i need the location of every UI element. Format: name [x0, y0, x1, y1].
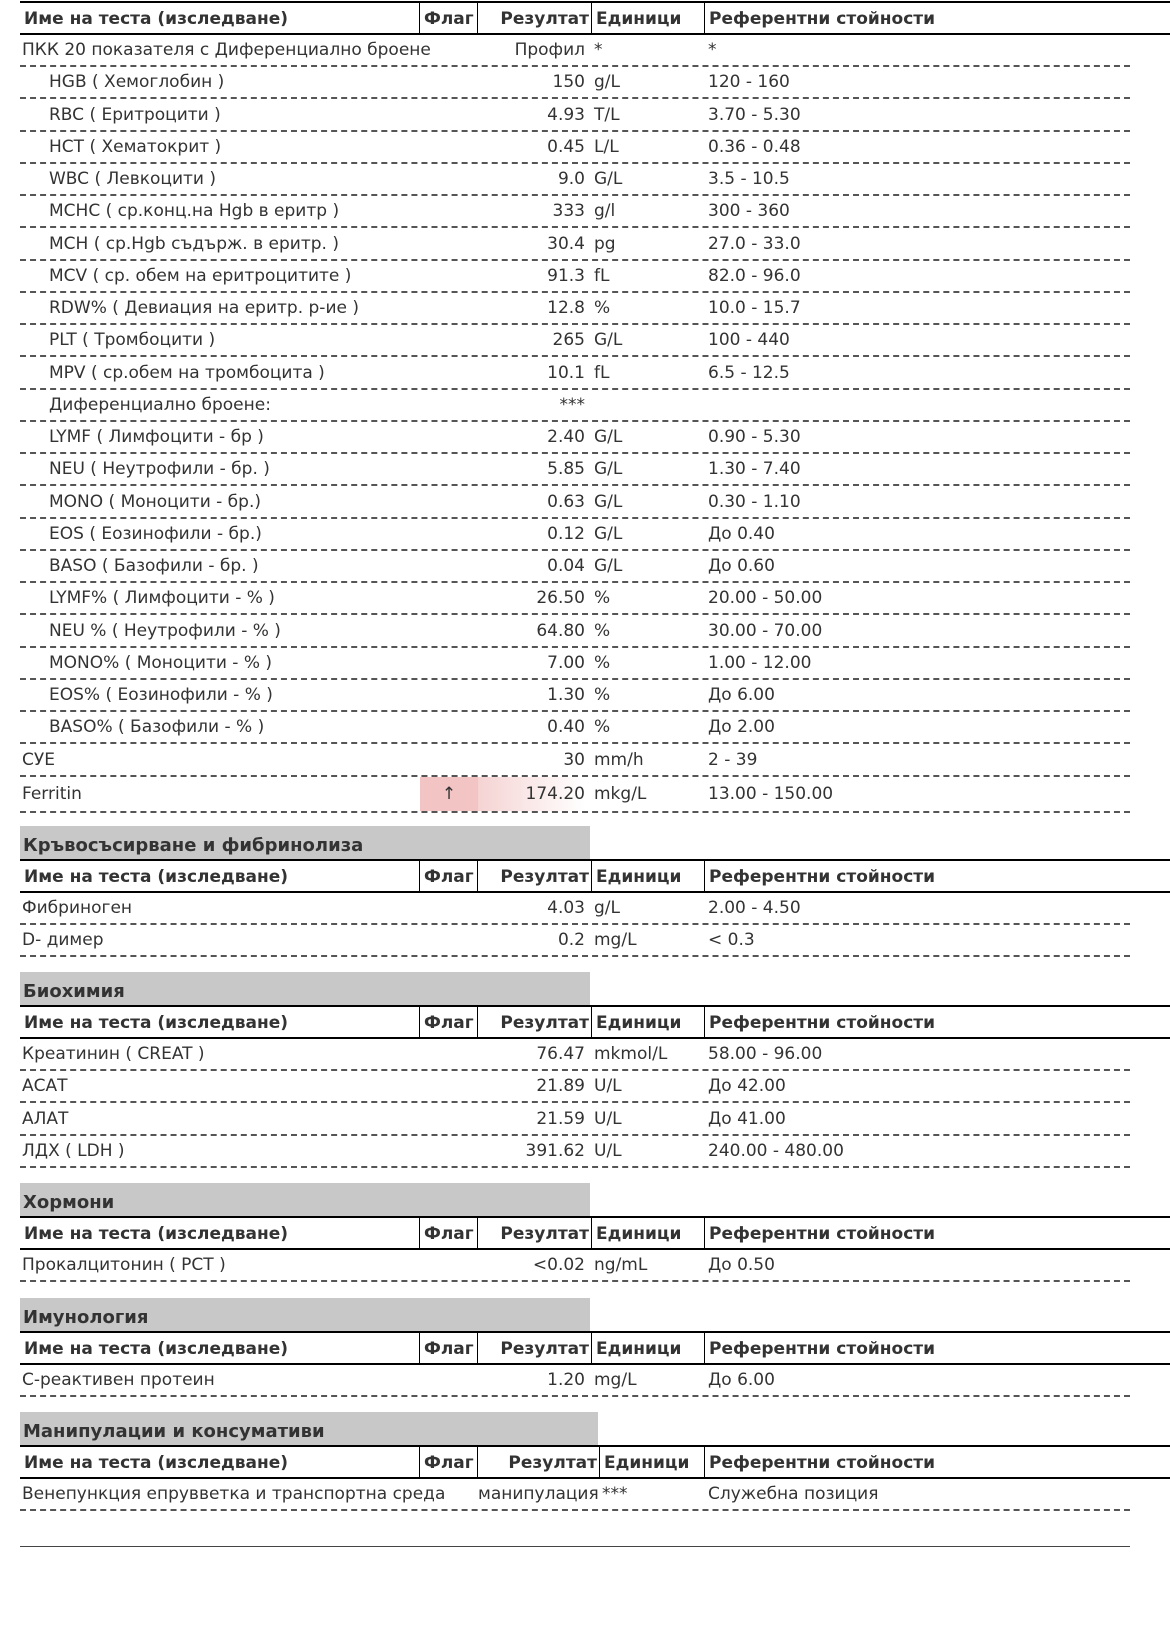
result-value: 0.04 [547, 556, 585, 576]
section-title: Манипулации и консумативи [20, 1412, 598, 1446]
unit-value: G/L [594, 491, 623, 512]
reference-range: До 6.00 [708, 685, 775, 705]
test-name: MCHC ( ср.конц.на Hgb в еритр ) [49, 201, 340, 222]
table-row [20, 519, 1130, 551]
result-value: 10.1 [547, 362, 585, 383]
flag-cell [420, 325, 478, 355]
table-row [20, 745, 1130, 777]
reference-range: * [708, 40, 717, 60]
test-name: С-реактивен протеин [22, 1370, 215, 1390]
unit-value: fL [594, 265, 610, 286]
unit-value: U/L [594, 1140, 622, 1161]
header-test-name: Име на теста (изследване) [20, 1447, 420, 1477]
section-title: Кръвосъсирване и фибринолиза [20, 826, 590, 860]
unit-value: G/L [594, 169, 623, 189]
header-test-name: Име на теста (изследване) [20, 1218, 420, 1248]
table-row [20, 164, 1130, 196]
flag-cell [420, 35, 478, 65]
table-row [20, 1250, 1130, 1282]
reference-range: < 0.3 [708, 930, 755, 951]
unit-value: mg/L [594, 1370, 637, 1390]
unit-value: % [594, 652, 611, 673]
result-value: 5.85 [547, 459, 585, 480]
table-row [20, 229, 1130, 261]
reference-range: 300 - 360 [708, 201, 790, 222]
table-header [20, 1216, 1170, 1250]
result-value: 2.40 [547, 427, 585, 447]
test-name: ПКК 20 показателя с Диференциално броене [22, 40, 431, 60]
unit-value: mkmol/L [594, 1044, 668, 1064]
header-reference: Референтни стойности [709, 1224, 936, 1244]
result-value: 0.63 [547, 491, 585, 512]
table-row [20, 1365, 1130, 1397]
test-name: MCH ( ср.Hgb съдърж. в еритр. ) [49, 233, 339, 254]
table-row [20, 616, 1130, 648]
test-name: АСАТ [22, 1076, 68, 1097]
test-name: WBC ( Левкоцити ) [49, 169, 217, 189]
result-value: 26.50 [536, 588, 585, 609]
result-value: 150 [552, 72, 585, 93]
table-row [20, 1136, 1130, 1168]
test-name: СУЕ [22, 749, 55, 770]
test-name: MCV ( ср. обем на еритроцитите ) [49, 265, 352, 286]
reference-range: 2.00 - 4.50 [708, 898, 801, 918]
flag-cell [420, 487, 478, 517]
test-name: HCT ( Хематокрит ) [49, 136, 222, 157]
test-name: Прокалцитонин ( PCT ) [22, 1255, 226, 1275]
unit-value: * [594, 40, 603, 60]
result-value: 30.4 [547, 233, 585, 254]
reference-range: 13.00 - 150.00 [708, 783, 834, 804]
table-row [20, 196, 1130, 228]
flag-cell [420, 358, 478, 388]
header-units: Единици [591, 861, 705, 891]
test-name: BASO% ( Базофили - % ) [49, 717, 265, 738]
table-row [20, 680, 1130, 712]
reference-range: 30.00 - 70.00 [708, 620, 823, 641]
flag-cell [420, 712, 478, 742]
test-name: EOS ( Еозинофили - бр.) [49, 523, 262, 544]
unit-value: *** [602, 1484, 628, 1504]
test-name: MPV ( ср.обем на тромбоцита ) [49, 362, 325, 383]
result-value: 333 [552, 201, 585, 222]
flag-cell [420, 293, 478, 323]
test-name: MONO% ( Моноцити - % ) [49, 652, 273, 673]
reference-range: До 42.00 [708, 1076, 786, 1097]
header-flag: Флаг [420, 1007, 478, 1037]
test-name: MONO ( Моноцити - бр.) [49, 491, 261, 512]
header-test-name: Име на теста (изследване) [20, 3, 420, 33]
reference-range: 10.0 - 15.7 [708, 298, 801, 318]
result-value: 30 [563, 749, 585, 770]
table-header [20, 1445, 1170, 1479]
result-value: 1.20 [547, 1370, 585, 1390]
header-result: Резултат [500, 1224, 589, 1244]
test-name: RDW% ( Девиация на еритр. р-ие ) [49, 298, 359, 318]
table-row [20, 422, 1130, 454]
reference-range: 27.0 - 33.0 [708, 233, 801, 254]
reference-range: До 41.00 [708, 1108, 786, 1129]
reference-range: 82.0 - 96.0 [708, 265, 801, 286]
table-header [20, 859, 1170, 893]
flag-cell [420, 1365, 478, 1395]
table-row [20, 551, 1130, 583]
section-title: Имунология [20, 1298, 590, 1332]
reference-range: 3.70 - 5.30 [708, 104, 801, 125]
test-name: PLT ( Тромбоцити ) [49, 330, 216, 351]
table-row [20, 1479, 1130, 1511]
header-result: Резултат [500, 9, 589, 29]
table-row [20, 777, 1130, 813]
flag-cell [420, 67, 478, 97]
flag-cell [420, 164, 478, 194]
flag-cell [420, 648, 478, 678]
result-value: 21.89 [536, 1076, 585, 1097]
header-result: Резултат [500, 1013, 589, 1033]
table-row [20, 100, 1130, 132]
header-flag: Флаг [420, 861, 478, 891]
reference-range: 6.5 - 12.5 [708, 362, 790, 383]
unit-value: G/L [594, 330, 623, 351]
test-name: LYMF% ( Лимфоцити - % ) [49, 588, 275, 609]
result-value: 1.30 [547, 685, 585, 705]
flag-cell [420, 229, 478, 259]
flag-cell [420, 925, 478, 955]
result-value: <0.02 [532, 1255, 585, 1275]
table-row [20, 1104, 1130, 1136]
unit-value: % [594, 620, 611, 641]
flag-cell [420, 616, 478, 646]
flag-cell [420, 1104, 478, 1134]
unit-value: G/L [594, 523, 623, 544]
reference-range: 120 - 160 [708, 72, 790, 93]
reference-range: 58.00 - 96.00 [708, 1044, 823, 1064]
unit-value: pg [594, 233, 616, 254]
reference-range: 2 - 39 [708, 749, 758, 770]
unit-value: mkg/L [594, 783, 647, 804]
flag-cell [420, 551, 478, 581]
unit-value: g/l [594, 201, 616, 222]
table-row [20, 261, 1130, 293]
header-reference: Референтни стойности [709, 9, 936, 29]
result-value: 174.20 [478, 777, 585, 811]
section-title: Хормони [20, 1183, 590, 1217]
header-units: Единици [591, 1007, 705, 1037]
reference-range: До 0.50 [708, 1255, 775, 1275]
flag-cell [420, 1136, 478, 1166]
header-test-name: Име на теста (изследване) [20, 1007, 420, 1037]
unit-value: U/L [594, 1076, 622, 1097]
result-value: 0.40 [547, 717, 585, 738]
unit-value: mm/h [594, 749, 644, 770]
flag-cell [420, 261, 478, 291]
test-name: Креатинин ( CREAT ) [22, 1044, 205, 1064]
result-value: 0.12 [547, 523, 585, 544]
flag-up-arrow-icon: ↑ [420, 777, 478, 811]
table-row [20, 712, 1130, 744]
table-row [20, 1039, 1130, 1071]
table-row [20, 325, 1130, 357]
table-header [20, 1331, 1170, 1365]
unit-value: T/L [594, 104, 620, 125]
reference-range: 0.36 - 0.48 [708, 136, 801, 157]
result-value: 0.2 [557, 930, 585, 951]
test-name: BASO ( Базофили - бр. ) [49, 556, 259, 576]
header-test-name: Име на теста (изследване) [20, 861, 420, 891]
unit-value: g/L [594, 898, 620, 918]
header-units: Единици [591, 3, 705, 33]
test-name: LYMF ( Лимфоцити - бр ) [49, 427, 264, 447]
result-value: манипулация [478, 1484, 599, 1504]
table-row [20, 454, 1130, 486]
test-name: Фибриноген [22, 898, 133, 918]
flag-cell [420, 454, 478, 484]
flag-cell [420, 196, 478, 226]
test-name: NEU ( Неутрофили - бр. ) [49, 459, 270, 480]
result-value: 12.8 [547, 298, 585, 318]
header-flag: Флаг [420, 1447, 478, 1477]
flag-cell [420, 680, 478, 710]
table-header [20, 1, 1170, 35]
header-reference: Референтни стойности [709, 1013, 936, 1033]
reference-range: 0.30 - 1.10 [708, 491, 801, 512]
unit-value: % [594, 717, 611, 738]
header-flag: Флаг [420, 1218, 478, 1248]
test-name: RBC ( Еритроцити ) [49, 104, 221, 125]
test-name: Диференциално броене: [49, 394, 271, 415]
unit-value: G/L [594, 427, 623, 447]
table-row [20, 1071, 1130, 1103]
flag-cell [420, 422, 478, 452]
reference-range: 1.30 - 7.40 [708, 459, 801, 480]
table-header [20, 1005, 1170, 1039]
result-value: 21.59 [536, 1108, 585, 1129]
header-flag: Флаг [420, 3, 478, 33]
result-value: 0.45 [547, 136, 585, 157]
unit-value: g/L [594, 72, 620, 93]
test-name: Ferritin [22, 783, 82, 804]
header-reference: Референтни стойности [709, 1339, 936, 1359]
flag-cell [420, 519, 478, 549]
section-title: Биохимия [20, 972, 590, 1006]
header-result: Резултат [500, 867, 589, 887]
result-value: 4.03 [547, 898, 585, 918]
test-name: ЛДХ ( LDH ) [22, 1140, 125, 1161]
table-row [20, 132, 1130, 164]
reference-range: До 0.40 [708, 523, 775, 544]
test-name: АЛАТ [22, 1108, 69, 1129]
result-value: 7.00 [547, 652, 585, 673]
test-name: NEU % ( Неутрофили - % ) [49, 620, 281, 641]
test-name: D- димер [22, 930, 104, 951]
flag-cell [420, 390, 478, 420]
result-value: 64.80 [536, 620, 585, 641]
table-row [20, 487, 1130, 519]
header-result: Резултат [508, 1453, 597, 1473]
reference-range: 0.90 - 5.30 [708, 427, 801, 447]
reference-range: 1.00 - 12.00 [708, 652, 812, 673]
test-name: Венепункция епрувветка и транспортна среда [22, 1484, 446, 1504]
header-units: Единици [591, 1218, 705, 1248]
table-row [20, 390, 1130, 422]
flag-cell [420, 1071, 478, 1101]
unit-value: % [594, 685, 611, 705]
reference-range: 3.5 - 10.5 [708, 169, 790, 189]
reference-range: До 6.00 [708, 1370, 775, 1390]
table-row [20, 35, 1130, 67]
result-value: 76.47 [536, 1044, 585, 1064]
reference-range: 240.00 - 480.00 [708, 1140, 844, 1161]
unit-value: % [594, 298, 611, 318]
flag-cell [420, 1250, 478, 1280]
unit-value: % [594, 588, 611, 609]
page-bottom-rule [20, 1546, 1130, 1547]
result-value: 9.0 [557, 169, 585, 189]
test-name: HGB ( Хемоглобин ) [49, 72, 225, 93]
unit-value: ng/mL [594, 1255, 648, 1275]
table-row [20, 358, 1130, 390]
reference-range: До 2.00 [708, 717, 775, 738]
table-row [20, 67, 1130, 99]
header-flag: Флаг [420, 1333, 478, 1363]
reference-range: Служебна позиция [708, 1484, 879, 1504]
flag-cell [420, 745, 478, 775]
unit-value: G/L [594, 459, 623, 480]
header-result: Резултат [500, 1339, 589, 1359]
header-units: Единици [599, 1447, 705, 1477]
flag-cell [420, 1479, 478, 1509]
table-row [20, 893, 1130, 925]
unit-value: U/L [594, 1108, 622, 1129]
header-units: Единици [591, 1333, 705, 1363]
result-value: 91.3 [547, 265, 585, 286]
result-value: Профил [514, 40, 585, 60]
unit-value: L/L [594, 136, 619, 157]
flag-cell [420, 1039, 478, 1069]
reference-range: 100 - 440 [708, 330, 790, 351]
result-value: 391.62 [525, 1140, 585, 1161]
flag-cell [420, 132, 478, 162]
test-name: EOS% ( Еозинофили - % ) [49, 685, 273, 705]
header-reference: Референтни стойности [709, 1453, 936, 1473]
reference-range: До 0.60 [708, 556, 775, 576]
table-row [20, 293, 1130, 325]
unit-value: fL [594, 362, 610, 383]
flag-cell [420, 583, 478, 613]
table-row [20, 925, 1130, 957]
table-row [20, 583, 1130, 615]
result-value: *** [559, 394, 585, 415]
unit-value: G/L [594, 556, 623, 576]
table-row [20, 648, 1130, 680]
flag-cell [420, 893, 478, 923]
result-value: 4.93 [547, 104, 585, 125]
reference-range: 20.00 - 50.00 [708, 588, 823, 609]
header-reference: Референтни стойности [709, 867, 936, 887]
unit-value: mg/L [594, 930, 637, 951]
header-test-name: Име на теста (изследване) [20, 1333, 420, 1363]
flag-cell [420, 100, 478, 130]
result-value: 265 [552, 330, 585, 351]
